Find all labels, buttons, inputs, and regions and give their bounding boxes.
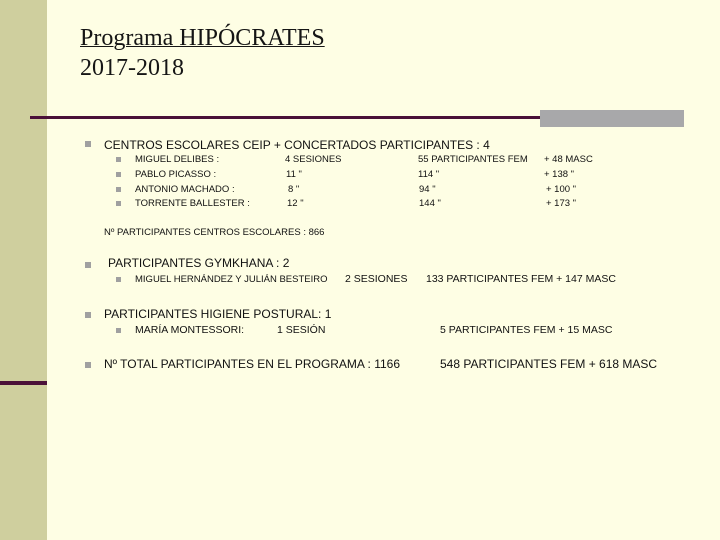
centro-participants-fem: 94 " — [419, 184, 436, 195]
centro-sessions: 4 SESIONES — [285, 154, 342, 165]
higiene-participants: 5 PARTICIPANTES FEM + 15 MASC — [440, 324, 613, 336]
centros-total: Nº PARTICIPANTES CENTROS ESCOLARES : 866 — [104, 227, 325, 238]
bullet-icon — [85, 362, 91, 368]
gymkhana-school: MIGUEL HERNÁNDEZ Y JULIÁN BESTEIRO — [135, 274, 328, 285]
higiene-heading: PARTICIPANTES HIGIENE POSTURAL: 1 — [104, 307, 332, 321]
title-line-2: 2017-2018 — [80, 55, 184, 81]
sidebar-accent-line — [0, 381, 47, 385]
higiene-school: MARÍA MONTESSORI: — [135, 324, 245, 336]
centro-sessions: 8 " — [288, 184, 300, 195]
centro-participants-masc: + 48 MASC — [544, 154, 593, 165]
bullet-icon — [116, 328, 121, 333]
centro-sessions: 11 " — [286, 169, 302, 180]
centro-participants-fem: 144 " — [419, 198, 441, 209]
gymkhana-sessions: 2 SESIONES — [345, 273, 408, 285]
divider-grey-bar — [540, 110, 684, 127]
centro-participants-masc: + 173 " — [546, 198, 577, 209]
centro-participants-masc: + 138 " — [544, 169, 575, 180]
centro-participants-fem: 114 " — [418, 169, 440, 180]
gymkhana-heading: PARTICIPANTES GYMKHANA : 2 — [108, 256, 290, 270]
centro-name: PABLO PICASSO : — [135, 169, 217, 180]
centros-heading: CENTROS ESCOLARES CEIP + CONCERTADOS PARTICIPANTES : 4 — [104, 138, 490, 152]
title-line-1: Programa HIPÓCRATES — [80, 25, 325, 51]
bullet-icon — [85, 262, 91, 268]
page-title — [80, 23, 325, 83]
bullet-icon — [85, 312, 91, 318]
bullet-icon — [116, 172, 121, 177]
centro-participants-fem: 55 PARTICIPANTES FEM — [418, 154, 528, 165]
bullet-icon — [116, 187, 121, 192]
bullet-icon — [116, 277, 121, 282]
centro-participants-masc: + 100 " — [546, 184, 577, 195]
centro-sessions: 12 " — [287, 198, 304, 209]
bullet-icon — [116, 157, 121, 162]
bullet-icon — [85, 141, 91, 147]
total-participants: Nº TOTAL PARTICIPANTES EN EL PROGRAMA : 1166 — [104, 357, 401, 371]
centro-name: MIGUEL DELIBES : — [135, 154, 220, 165]
total-breakdown: 548 PARTICIPANTES FEM + 618 MASC — [440, 357, 658, 371]
gymkhana-participants: 133 PARTICIPANTES FEM + 147 MASC — [426, 273, 616, 285]
centro-name: TORRENTE BALLESTER : — [135, 198, 250, 209]
higiene-sessions: 1 SESIÓN — [277, 324, 326, 336]
left-sidebar-band — [0, 0, 47, 540]
centro-name: ANTONIO MACHADO : — [135, 184, 235, 195]
bullet-icon — [116, 201, 121, 206]
